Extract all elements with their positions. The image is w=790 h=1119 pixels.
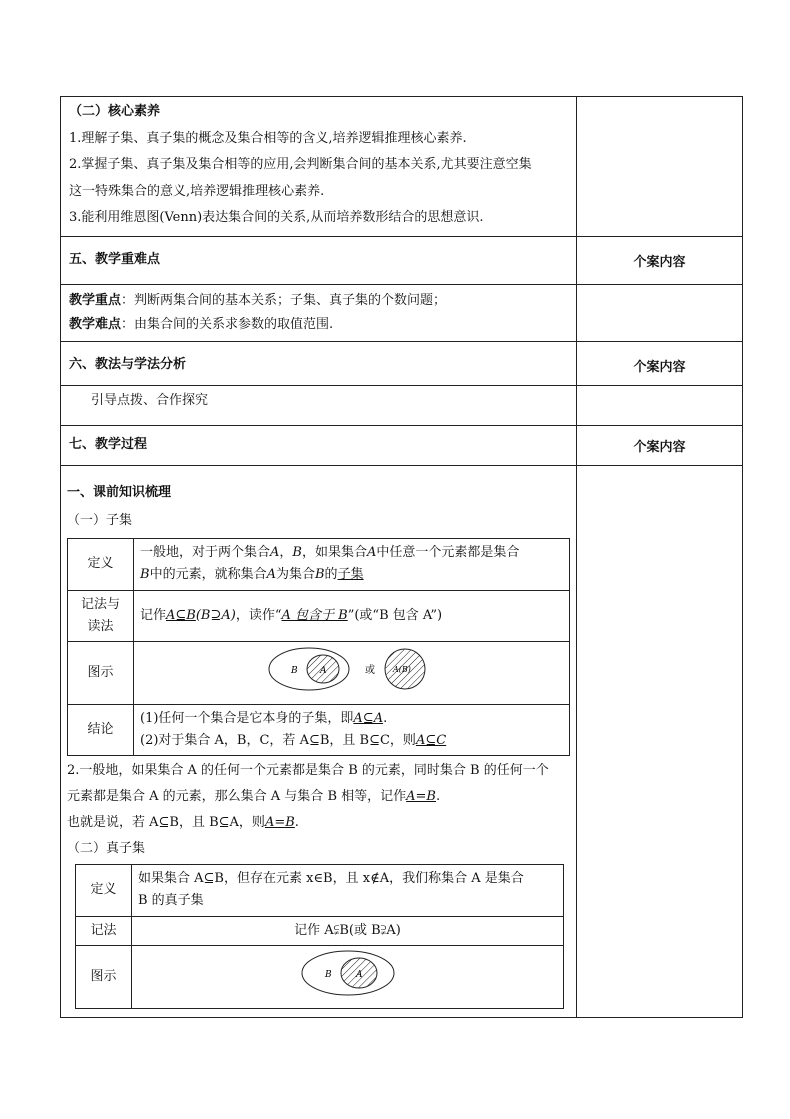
conclusion-2-text: (2)对于集合 A，B，C，若 A⊆B，且 B⊆C，则 (140, 732, 416, 748)
section6-content-right-cell (577, 385, 743, 425)
equality-line-3-text: 也就是说，若 A⊆B，且 B⊆A，则 (67, 814, 265, 830)
subset-def-text (134, 538, 570, 590)
venn-equal-label: A(B) (392, 664, 411, 674)
section5-title: 五、教学重难点 (69, 251, 161, 267)
section6-title: 六、教法与学法分析 (69, 356, 187, 372)
section6-right-cell (577, 341, 743, 385)
proper-def-line-2: B 的真子集 (138, 893, 204, 908)
subset-figure-cell (134, 641, 570, 704)
proper-subset-table (75, 864, 564, 1009)
subset-def-part3: 中任意一个元素都是集合 (376, 545, 520, 560)
core-literacy-cell (61, 97, 577, 237)
equality-symbol-2: A=B (264, 814, 295, 830)
process-content-cell (61, 465, 577, 1017)
proper-venn-label-A: A (355, 969, 362, 980)
process-right-cell (577, 465, 743, 1017)
subset-def-sep: ， (279, 545, 293, 560)
equality-line-2: 元素都是集合 A 的元素，那么集合 A 与集合 B 相等，记作A=B. (67, 788, 441, 804)
subset-def-part5: 为集合 (275, 567, 315, 582)
set-A-symbol-3: A (266, 567, 276, 582)
proper-figure-label: 图示 (76, 945, 132, 1008)
difficult-points-line (69, 313, 568, 337)
section6-right-label: 个案内容 (633, 359, 686, 375)
notation-prefix: 记作 (140, 607, 167, 623)
section5-content-right-cell (577, 284, 743, 341)
subset-def-label: 定义 (68, 538, 134, 590)
set-B-symbol-2: B (140, 567, 150, 582)
set-B-symbol: B (292, 545, 302, 560)
core-line-3: 这一特殊集合的意义,培养逻辑推理核心素养. (69, 183, 325, 199)
proper-subset-heading: （二）真子集 (67, 840, 146, 856)
notation-read: ，读作“ (235, 607, 282, 623)
equality-line-1: 2.一般地，如果集合 A 的任何一个元素都是集合 B 的元素，同时集合 B 的任何一个 (67, 762, 549, 778)
subset-heading: （一）子集 (67, 512, 133, 528)
subset-def-part2: ，如果集合 (301, 545, 367, 560)
notation-read-underlined: A 包含于 B (281, 607, 348, 623)
lesson-plan-sheet (60, 96, 742, 1018)
venn-or-label: 或 (364, 664, 375, 676)
subset-def-part4: 中的元素，就称集合 (149, 567, 267, 582)
conclusion-2 (140, 730, 563, 752)
proper-def-text (132, 864, 564, 916)
conclusion-2-symbol: A⊆C (415, 732, 447, 748)
subset-notation-label (68, 590, 134, 641)
notation-label-line2: 读法 (87, 618, 114, 634)
key-points-line (69, 289, 568, 313)
core-line-1: 1.理解子集、真子集的概念及集合相等的含义,培养逻辑推理核心素养. (69, 130, 467, 146)
key-points-label: 教学重点 (69, 292, 122, 308)
subset-term: 子集 (337, 567, 364, 582)
section6-content-cell (61, 385, 577, 425)
core-line-2: 2.掌握子集、真子集及集合相等的应用,会判断集合间的基本关系,尤其要注意空集 (69, 157, 532, 172)
section5-content-cell (61, 284, 577, 341)
section6-title-cell (61, 341, 577, 385)
notation-alt: (B⊇A) (195, 607, 236, 623)
section7-right-label: 个案内容 (633, 439, 686, 455)
section5-right-cell (577, 236, 743, 284)
section6-text: 引导点拨、合作探究 (91, 392, 209, 408)
core-literacy-heading: （二）核心素养 (69, 104, 161, 119)
subset-notation-text (134, 590, 570, 641)
set-B-symbol-3: B (314, 567, 325, 582)
subset-def-part1: 一般地，对于两个集合 (140, 545, 271, 560)
conclusion-1-text: (1)任何一个集合是它本身的子集，即 (140, 710, 354, 726)
proper-venn-label-B: B (324, 969, 332, 980)
subset-conclusion-text (134, 704, 570, 755)
set-A-symbol: A (270, 545, 280, 560)
equality-line-2-text: 元素都是集合 A 的元素，那么集合 A 与集合 B 相等，记作 (67, 788, 407, 804)
key-points-text: ：判断两集合间的基本关系；子集、真子集的个数问题； (121, 292, 447, 308)
venn-label-A: A (319, 665, 326, 676)
section5-title-cell (61, 236, 577, 284)
set-equality-paragraph (67, 758, 570, 836)
notation-symbol: A⊆B (166, 607, 196, 623)
subset-conclusion-label: 结论 (68, 704, 134, 755)
equality-symbol: A=B (406, 788, 436, 804)
section7-title-cell (61, 425, 577, 465)
subset-venn-diagram (267, 645, 437, 693)
venn-label-B: B (290, 665, 298, 676)
part1-heading: 一、课前知识梳理 (67, 484, 172, 500)
section7-right-cell (577, 425, 743, 465)
proper-figure-cell (132, 945, 564, 1008)
set-A-symbol-2: A (367, 545, 377, 560)
proper-def-label: 定义 (76, 864, 132, 916)
difficult-points-text: ：由集合间的关系求参数的取值范围. (121, 316, 334, 332)
equality-line-3: 也就是说，若 A⊆B，且 B⊆A，则A=B. (67, 814, 299, 830)
conclusion-1-symbol: A⊆A (353, 710, 384, 726)
subset-table (67, 538, 570, 756)
subset-figure-label: 图示 (68, 641, 134, 704)
conclusion-1: (1)任何一个集合是它本身的子集，即A⊆A. (140, 710, 388, 726)
section7-title: 七、教学过程 (69, 436, 148, 452)
proper-notation-label: 记法 (76, 916, 132, 945)
difficult-points-label: 教学难点 (69, 316, 122, 332)
proper-def-line-1: 如果集合 A⊆B，但存在元素 x∈B，且 x∉A，我们称集合 A 是集合 (138, 871, 524, 886)
notation-read-2: ”(或“B 包含 A”) (347, 607, 443, 623)
core-line-4: 3.能利用维恩图(Venn)表达集合间的关系,从而培养数形结合的思想意识. (69, 210, 484, 225)
core-literacy-right-cell (577, 97, 743, 237)
lesson-plan-table (60, 96, 743, 1018)
section5-right-label: 个案内容 (633, 254, 686, 270)
proper-notation-text: 记作 A⫋B(或 B⫌A) (132, 916, 564, 945)
subset-def-part6: 的 (324, 567, 338, 582)
proper-subset-venn-diagram (298, 949, 398, 997)
notation-label-line1: 记法与 (80, 596, 120, 612)
